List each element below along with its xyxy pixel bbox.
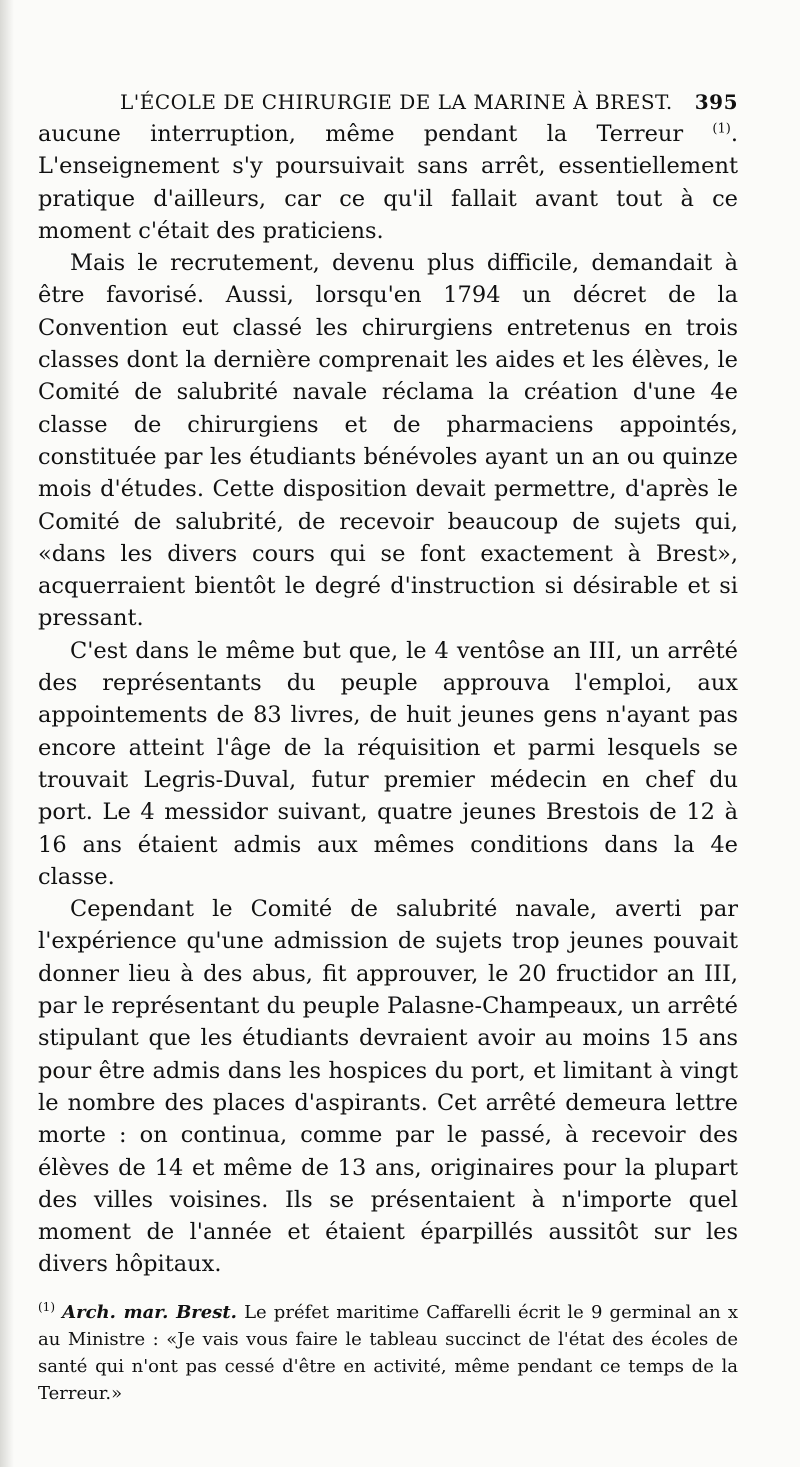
paragraph-1-start: aucune interruption, même pendant la Terreur — [38, 121, 713, 147]
footnote-1 — [38, 1299, 738, 1407]
paragraph-2: Mais le recrutement, devenu plus difficile, demandait à être favorisé. Aussi, lorsqu'en 1794 un décret de la Convention eut classé les chirurgiens entretenus en trois classes dont la dernière comprenait les aides et les élèves, le Comité de salubrité navale réclama la création d'une 4e classe de chirurgiens et de pharmaciens appointés, constituée par les étudiants bénévoles ayant un an ou quinze mois d'études. Cette disposition devait permettre, d'après le Comité de salubrité, de recevoir beaucoup de sujets qui, «dans les divers cours qui se font exactement à Brest», acquerraient bientôt le degré d'instruction si désirable et si pressant. — [38, 250, 738, 632]
paragraph-4: Cependant le Comité de salubrité navale, averti par l'expérience qu'une admission de sujets trop jeunes pouvait donner lieu à des abus, fit approuver, le 20 fructidor an III, par le représentant du peuple Palasne-Champeaux, un arrêté stipulant que les étudiants devraient avoir au moins 15 ans pour être admis dans les hospices du port, et limitant à vingt le nombre des places d'aspirants. Cet arrêté demeura lettre morte : on continua, comme par le passé, à recevoir des élèves de 14 et même de 13 ans, originaires pour la plupart des villes voisines. Ils se présentaient à n'importe quel moment de l'année et étaient éparpillés aussitôt sur les divers hôpitaux. — [38, 896, 738, 1278]
paragraph-1 — [38, 118, 738, 247]
page-number: 395 — [694, 90, 738, 114]
footnote-text: Le préfet maritime Caffarelli écrit le 9 germinal an x au Ministre : «Je vais vous faire le tableau succinct de l'état des écoles de santé qui n'ont pas cessé d'être en activité, même pendant ce temps de la Terreur.» — [38, 1301, 738, 1404]
footnote-source: Arch. mar. Brest. — [62, 1301, 237, 1323]
running-head — [120, 90, 738, 114]
paragraph-1-end: . L'enseignement s'y poursuivait sans arrêt, essentiellement pratique d'ailleurs, car ce qu'il fallait avant tout à ce moment c'était des praticiens. — [38, 121, 738, 244]
paragraph-3: C'est dans le même but que, le 4 ventôse an III, un arrêté des représentants du peuple approuva l'emploi, aux appointements de 83 livres, de huit jeunes gens n'ayant pas encore atteint l'âge de la réquisition et parmi lesquels se trouvait Legris-Duval, futur premier médecin en chef du port. Le 4 messidor suivant, quatre jeunes Brestois de 12 à 16 ans étaient admis aux mêmes conditions dans la 4e classe. — [38, 637, 738, 890]
running-head-title: L'ÉCOLE DE CHIRURGIE DE LA MARINE À BREST. — [120, 90, 673, 114]
footnote-area — [38, 1299, 738, 1407]
footnote-mark: (1) — [38, 1299, 55, 1314]
footnote-reference[interactable]: (1) — [712, 121, 731, 137]
page-gutter-shadow — [0, 0, 14, 1467]
